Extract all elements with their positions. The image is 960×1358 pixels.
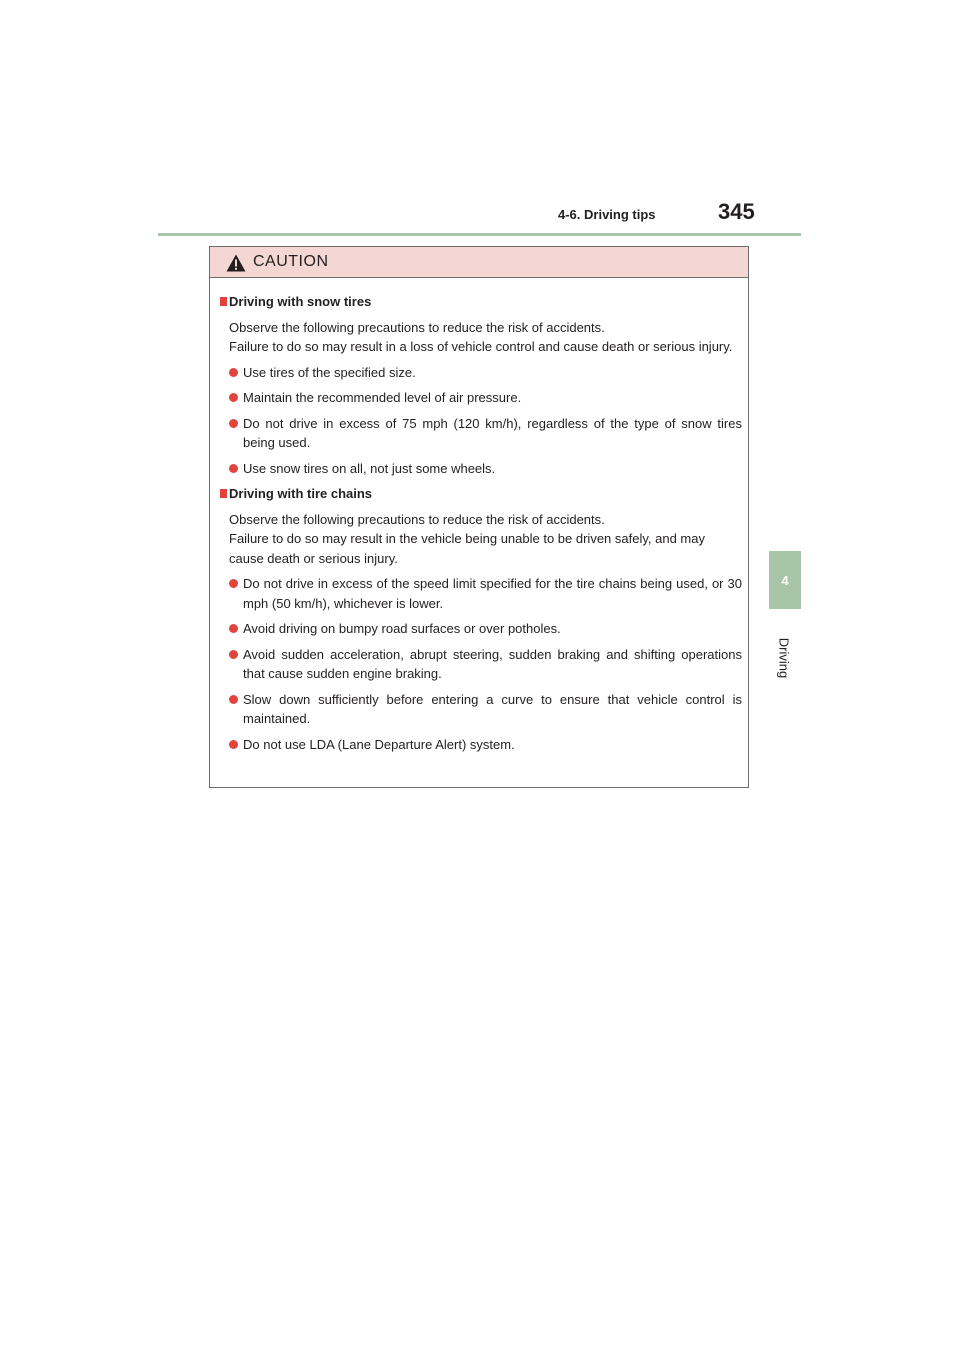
red-dot-icon [229,650,238,659]
list-item-text: Do not use LDA (Lane Departure Alert) system. [243,736,515,752]
red-dot-icon [229,624,238,633]
list-item [220,690,742,729]
red-dot-icon [229,393,238,402]
caution-header [210,247,748,278]
caution-section-tire-chains [220,484,742,754]
list-item [220,574,742,613]
red-dot-icon [229,368,238,377]
list-item-text: Avoid driving on bumpy road surfaces or over potholes. [243,621,561,636]
section-title-text: Driving with snow tires [229,294,372,309]
chapter-tab-number: 4 [769,551,801,609]
header-section-title: 4-6. Driving tips [558,207,656,222]
section-intro-line: Observe the following precautions to reduce the risk of accidents. [229,511,605,527]
header-divider [158,233,801,236]
section-intro-line: Failure to do so may result in the vehicle being unable to be driven safely, and may cause death or serious injury. [229,531,705,566]
red-square-icon [220,489,227,498]
list-item-text: Use snow tires on all, not just some wheels. [243,460,496,476]
section-title [220,484,742,504]
section-intro [220,318,742,357]
list-item-text: Use tires of the specified size. [243,364,416,380]
list-item-text: Do not drive in excess of the speed limit specified for the tire chains being used, or 30 mph (50 km/h), whichever is lower. [243,576,742,611]
section-intro-line: Failure to do so may result in a loss of vehicle control and cause death or serious injury. [229,339,733,354]
list-item [220,388,742,408]
section-intro [220,510,742,569]
chapter-tab-label [768,630,800,690]
chapter-tab-label-text: Driving [776,637,792,679]
red-dot-icon [229,579,238,588]
page-number: 345 [718,199,755,224]
caution-body [210,278,748,754]
warning-triangle-icon [226,254,246,272]
red-dot-icon [229,464,238,473]
list-item [220,619,742,639]
list-item [220,363,742,383]
caution-section-snow-tires [220,292,742,478]
list-item-text: Slow down sufficiently before entering a curve to ensure that vehicle control is maintained. [243,691,742,726]
red-dot-icon [229,695,238,704]
list-item [220,414,742,453]
red-dot-icon [229,740,238,749]
section-intro-line: Observe the following precautions to reduce the risk of accidents. [229,319,605,335]
red-dot-icon [229,419,238,428]
list-item [220,645,742,684]
section-title [220,292,742,312]
list-item [220,735,742,755]
red-square-icon [220,297,227,306]
list-item [220,459,742,479]
caution-title: CAUTION [253,253,329,270]
caution-box [209,246,749,788]
list-item-text: Avoid sudden acceleration, abrupt steering, sudden braking and shifting operations that cause sudden engine braking. [243,646,742,681]
list-item-text: Do not drive in excess of 75 mph (120 km/h), regardless of the type of snow tires being used. [243,415,742,450]
section-title-text: Driving with tire chains [229,486,373,501]
list-item-text: Maintain the recommended level of air pressure. [243,390,522,405]
